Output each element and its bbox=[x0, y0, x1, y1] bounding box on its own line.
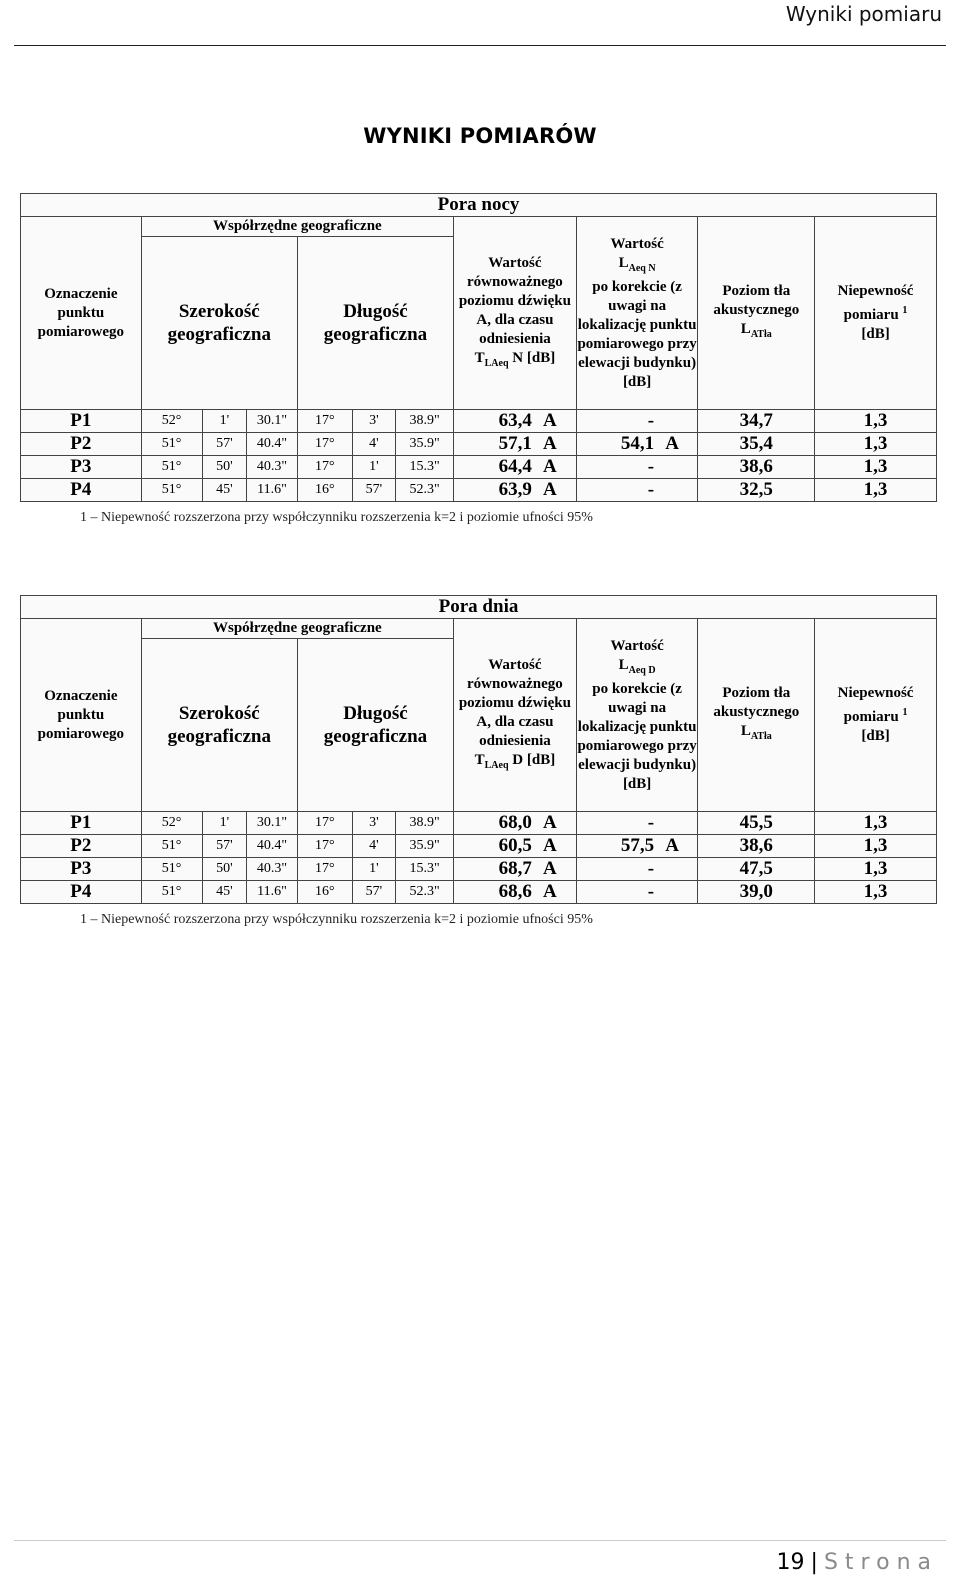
header-rule bbox=[14, 45, 946, 46]
background-level-value: 45,5 bbox=[698, 812, 815, 835]
background-level-value: 32,5 bbox=[698, 479, 815, 502]
lat-seconds: 30.1" bbox=[247, 410, 298, 433]
lon-degrees: 17° bbox=[297, 812, 352, 835]
footer-rule bbox=[14, 1540, 946, 1541]
equivalent-level-header: Wartość równoważnego poziomu dźwięku A, dla czasu odniesienia $T_{LAeq}$ N [dB] bbox=[454, 217, 577, 410]
equivalent-level-value: 64,4 A bbox=[454, 456, 577, 479]
day-measurement-table bbox=[20, 595, 937, 904]
coord-group-header: Współrzędne geograficzne bbox=[141, 619, 453, 639]
equivalent-level-value: 63,9 A bbox=[454, 479, 577, 502]
lat-seconds: 40.4" bbox=[247, 433, 298, 456]
page-word: Strona bbox=[823, 1550, 938, 1575]
uncertainty-value: 1,3 bbox=[815, 410, 937, 433]
lon-degrees: 17° bbox=[297, 858, 352, 881]
lat-degrees: 51° bbox=[141, 858, 202, 881]
running-header: Wyniki pomiaru bbox=[785, 2, 942, 26]
page-footer bbox=[777, 1550, 938, 1575]
background-level-value: 35,4 bbox=[698, 433, 815, 456]
lat-minutes: 1' bbox=[202, 410, 247, 433]
lat-minutes: 50' bbox=[202, 858, 247, 881]
equivalent-level-value: 68,0 A bbox=[454, 812, 577, 835]
lon-seconds: 38.9" bbox=[396, 410, 454, 433]
lon-seconds: 15.3" bbox=[396, 456, 454, 479]
lat-degrees: 51° bbox=[141, 479, 202, 502]
lat-seconds: 40.3" bbox=[247, 858, 298, 881]
point-id: P1 bbox=[21, 812, 142, 835]
lat-degrees: 51° bbox=[141, 881, 202, 904]
table-row bbox=[21, 835, 937, 858]
period-title: Pora nocy bbox=[21, 194, 937, 217]
point-id: P2 bbox=[21, 433, 142, 456]
lon-degrees: 17° bbox=[297, 456, 352, 479]
background-level-value: 38,6 bbox=[698, 456, 815, 479]
corrected-level-value: - bbox=[576, 410, 698, 433]
latitude-header: Szerokość geograficzna bbox=[141, 639, 297, 812]
background-level-value: 47,5 bbox=[698, 858, 815, 881]
point-label-header: Oznaczenie punktu pomiarowego bbox=[21, 217, 142, 410]
lon-minutes: 3' bbox=[352, 812, 396, 835]
lat-minutes: 57' bbox=[202, 433, 247, 456]
latitude-header: Szerokość geograficzna bbox=[141, 237, 297, 410]
lon-seconds: 15.3" bbox=[396, 858, 454, 881]
lat-seconds: 11.6" bbox=[247, 479, 298, 502]
lon-seconds: 35.9" bbox=[396, 433, 454, 456]
uncertainty-value: 1,3 bbox=[815, 812, 937, 835]
lat-minutes: 45' bbox=[202, 881, 247, 904]
lat-minutes: 1' bbox=[202, 812, 247, 835]
point-id: P3 bbox=[21, 858, 142, 881]
background-level-header: Poziom tła akustycznego $L_{ATła}$ bbox=[698, 619, 815, 812]
lon-degrees: 17° bbox=[297, 433, 352, 456]
longitude-header: Długość geograficzna bbox=[297, 639, 453, 812]
lat-degrees: 51° bbox=[141, 456, 202, 479]
corrected-level-value: - bbox=[576, 858, 698, 881]
lat-seconds: 40.4" bbox=[247, 835, 298, 858]
lon-minutes: 4' bbox=[352, 433, 396, 456]
equivalent-level-value: 60,5 A bbox=[454, 835, 577, 858]
equivalent-level-value: 63,4 A bbox=[454, 410, 577, 433]
table-row bbox=[21, 858, 937, 881]
lat-seconds: 11.6" bbox=[247, 881, 298, 904]
uncertainty-value: 1,3 bbox=[815, 858, 937, 881]
uncertainty-value: 1,3 bbox=[815, 456, 937, 479]
table-row bbox=[21, 479, 937, 502]
lon-minutes: 1' bbox=[352, 456, 396, 479]
uncertainty-header: Niepewność pomiaru $^1$ [dB] bbox=[815, 217, 937, 410]
lon-minutes: 57' bbox=[352, 479, 396, 502]
point-id: P1 bbox=[21, 410, 142, 433]
period-title: Pora dnia bbox=[21, 596, 937, 619]
lon-degrees: 16° bbox=[297, 479, 352, 502]
lat-seconds: 30.1" bbox=[247, 812, 298, 835]
page-number: 19 bbox=[776, 1550, 805, 1575]
lon-seconds: 52.3" bbox=[396, 881, 454, 904]
lat-minutes: 57' bbox=[202, 835, 247, 858]
background-level-header: Poziom tła akustycznego $L_{ATła}$ bbox=[698, 217, 815, 410]
background-level-value: 38,6 bbox=[698, 835, 815, 858]
lat-degrees: 51° bbox=[141, 835, 202, 858]
lat-degrees: 52° bbox=[141, 812, 202, 835]
corrected-level-header: Wartość $L_{Aeq N}$ po korekcie (z uwagi na lokalizację punktu pomiarowego przy elewacji budynku) [dB] bbox=[576, 217, 698, 410]
corrected-level-value: 57,5 A bbox=[576, 835, 698, 858]
point-label-header: Oznaczenie punktu pomiarowego bbox=[21, 619, 142, 812]
corrected-level-header: Wartość $L_{Aeq D}$ po korekcie (z uwagi na lokalizację punktu pomiarowego przy elewacji budynku) [dB] bbox=[576, 619, 698, 812]
point-id: P4 bbox=[21, 479, 142, 502]
background-level-value: 34,7 bbox=[698, 410, 815, 433]
point-id: P4 bbox=[21, 881, 142, 904]
page-separator: | bbox=[810, 1550, 818, 1575]
table-row bbox=[21, 410, 937, 433]
longitude-header: Długość geograficzna bbox=[297, 237, 453, 410]
point-id: P3 bbox=[21, 456, 142, 479]
uncertainty-value: 1,3 bbox=[815, 835, 937, 858]
equivalent-level-header: Wartość równoważnego poziomu dźwięku A, dla czasu odniesienia $T_{LAeq}$ D [dB] bbox=[454, 619, 577, 812]
uncertainty-value: 1,3 bbox=[815, 881, 937, 904]
lon-degrees: 17° bbox=[297, 410, 352, 433]
lon-degrees: 16° bbox=[297, 881, 352, 904]
table-row bbox=[21, 456, 937, 479]
coord-group-header: Współrzędne geograficzne bbox=[141, 217, 453, 237]
equivalent-level-value: 68,6 A bbox=[454, 881, 577, 904]
document-title: WYNIKI POMIARÓW bbox=[363, 124, 597, 148]
lat-minutes: 50' bbox=[202, 456, 247, 479]
background-level-value: 39,0 bbox=[698, 881, 815, 904]
corrected-level-value: - bbox=[576, 456, 698, 479]
corrected-level-value: - bbox=[576, 812, 698, 835]
lat-seconds: 40.3" bbox=[247, 456, 298, 479]
lat-degrees: 51° bbox=[141, 433, 202, 456]
table-footnote: 1 – Niepewność rozszerzona przy współczynniku rozszerzenia k=2 i poziomie ufności 95% bbox=[80, 510, 593, 525]
lon-minutes: 3' bbox=[352, 410, 396, 433]
table-row bbox=[21, 433, 937, 456]
lon-seconds: 35.9" bbox=[396, 835, 454, 858]
lon-minutes: 1' bbox=[352, 858, 396, 881]
uncertainty-value: 1,3 bbox=[815, 433, 937, 456]
table-row bbox=[21, 812, 937, 835]
lon-minutes: 4' bbox=[352, 835, 396, 858]
uncertainty-header: Niepewność pomiaru $^1$ [dB] bbox=[815, 619, 937, 812]
table-footnote: 1 – Niepewność rozszerzona przy współczynniku rozszerzenia k=2 i poziomie ufności 95% bbox=[80, 912, 593, 927]
equivalent-level-value: 57,1 A bbox=[454, 433, 577, 456]
corrected-level-value: - bbox=[576, 881, 698, 904]
corrected-level-value: 54,1 A bbox=[576, 433, 698, 456]
lon-seconds: 38.9" bbox=[396, 812, 454, 835]
table-row bbox=[21, 881, 937, 904]
uncertainty-value: 1,3 bbox=[815, 479, 937, 502]
night-measurement-table bbox=[20, 193, 937, 502]
lat-minutes: 45' bbox=[202, 479, 247, 502]
corrected-level-value: - bbox=[576, 479, 698, 502]
lon-degrees: 17° bbox=[297, 835, 352, 858]
lat-degrees: 52° bbox=[141, 410, 202, 433]
equivalent-level-value: 68,7 A bbox=[454, 858, 577, 881]
lon-seconds: 52.3" bbox=[396, 479, 454, 502]
lon-minutes: 57' bbox=[352, 881, 396, 904]
point-id: P2 bbox=[21, 835, 142, 858]
